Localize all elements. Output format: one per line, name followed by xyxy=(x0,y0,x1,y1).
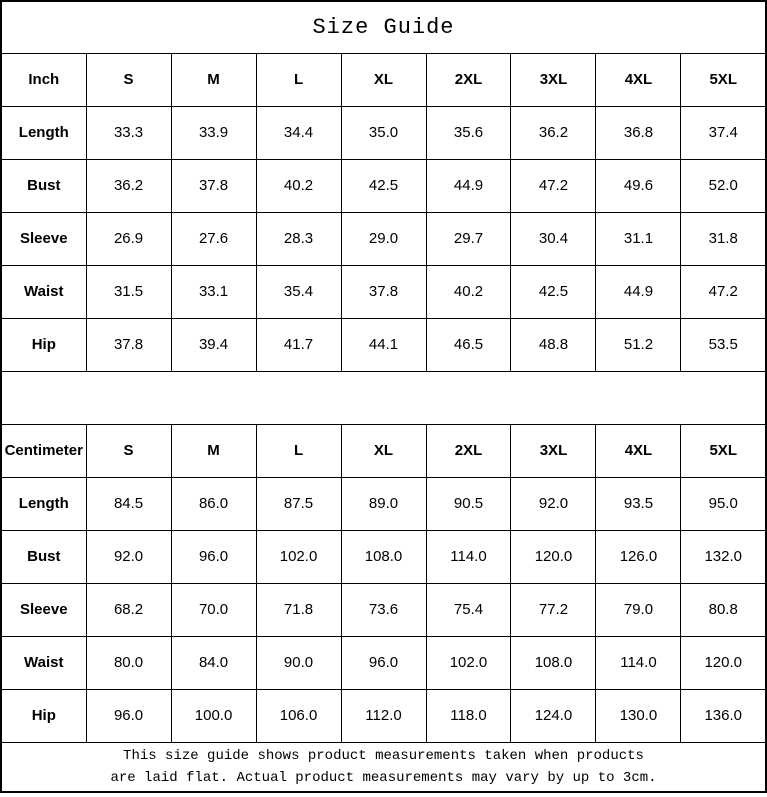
measurement-value-cell: 80.0 xyxy=(86,636,171,689)
measurement-value-cell: 53.5 xyxy=(681,318,766,371)
measurement-value-cell: 90.5 xyxy=(426,477,511,530)
measurement-value-cell: 118.0 xyxy=(426,689,511,742)
measurement-value-cell: 52.0 xyxy=(681,159,766,212)
page-title: Size Guide xyxy=(1,1,766,53)
measurement-label-cell: Waist xyxy=(1,636,86,689)
unit-label-cell: Centimeter xyxy=(1,424,86,477)
inch-section xyxy=(1,53,766,371)
measurement-value-cell: 31.1 xyxy=(596,212,681,265)
measurement-value-cell: 46.5 xyxy=(426,318,511,371)
footer-note xyxy=(1,742,766,792)
measurement-value-cell: 42.5 xyxy=(511,265,596,318)
measurement-value-cell: 95.0 xyxy=(681,477,766,530)
measurement-value-cell: 26.9 xyxy=(86,212,171,265)
spacer-section xyxy=(1,371,766,424)
size-header-cell: S xyxy=(86,53,171,106)
measurement-value-cell: 37.8 xyxy=(171,159,256,212)
measurement-value-cell: 120.0 xyxy=(511,530,596,583)
measurement-row xyxy=(1,530,766,583)
measurement-value-cell: 70.0 xyxy=(171,583,256,636)
measurement-value-cell: 29.7 xyxy=(426,212,511,265)
measurement-value-cell: 42.5 xyxy=(341,159,426,212)
measurement-value-cell: 71.8 xyxy=(256,583,341,636)
measurement-value-cell: 51.2 xyxy=(596,318,681,371)
measurement-label-cell: Bust xyxy=(1,159,86,212)
size-header-cell: XL xyxy=(341,53,426,106)
title-section xyxy=(1,1,766,53)
measurement-label-cell: Hip xyxy=(1,318,86,371)
measurement-value-cell: 84.5 xyxy=(86,477,171,530)
measurement-value-cell: 102.0 xyxy=(426,636,511,689)
measurement-value-cell: 44.1 xyxy=(341,318,426,371)
measurement-value-cell: 86.0 xyxy=(171,477,256,530)
measurement-row xyxy=(1,477,766,530)
measurement-value-cell: 96.0 xyxy=(86,689,171,742)
measurement-label-cell: Sleeve xyxy=(1,583,86,636)
measurement-value-cell: 89.0 xyxy=(341,477,426,530)
measurement-value-cell: 36.8 xyxy=(596,106,681,159)
measurement-value-cell: 44.9 xyxy=(426,159,511,212)
title-row xyxy=(1,1,766,53)
measurement-value-cell: 48.8 xyxy=(511,318,596,371)
measurement-value-cell: 39.4 xyxy=(171,318,256,371)
measurement-value-cell: 96.0 xyxy=(171,530,256,583)
centimeter-section xyxy=(1,424,766,742)
measurement-value-cell: 37.8 xyxy=(86,318,171,371)
measurement-value-cell: 132.0 xyxy=(681,530,766,583)
measurement-value-cell: 27.6 xyxy=(171,212,256,265)
measurement-value-cell: 73.6 xyxy=(341,583,426,636)
measurement-value-cell: 35.6 xyxy=(426,106,511,159)
measurement-value-cell: 87.5 xyxy=(256,477,341,530)
size-header-cell: M xyxy=(171,53,256,106)
measurement-label-cell: Length xyxy=(1,477,86,530)
measurement-value-cell: 33.3 xyxy=(86,106,171,159)
size-header-cell: L xyxy=(256,53,341,106)
measurement-value-cell: 80.8 xyxy=(681,583,766,636)
measurement-value-cell: 92.0 xyxy=(511,477,596,530)
measurement-value-cell: 92.0 xyxy=(86,530,171,583)
measurement-value-cell: 44.9 xyxy=(596,265,681,318)
size-header-cell: S xyxy=(86,424,171,477)
measurement-value-cell: 30.4 xyxy=(511,212,596,265)
size-header-row xyxy=(1,53,766,106)
footer-note-line-2: are laid flat. Actual product measurements may vary by up to 3cm. xyxy=(110,769,657,786)
measurement-value-cell: 36.2 xyxy=(86,159,171,212)
measurement-value-cell: 47.2 xyxy=(511,159,596,212)
measurement-row xyxy=(1,318,766,371)
size-header-cell: M xyxy=(171,424,256,477)
measurement-value-cell: 68.2 xyxy=(86,583,171,636)
measurement-value-cell: 33.9 xyxy=(171,106,256,159)
footer-note-line-1: This size guide shows product measurements taken when products xyxy=(123,747,644,764)
measurement-value-cell: 40.2 xyxy=(426,265,511,318)
measurement-label-cell: Bust xyxy=(1,530,86,583)
measurement-row xyxy=(1,689,766,742)
size-header-cell: XL xyxy=(341,424,426,477)
measurement-value-cell: 112.0 xyxy=(341,689,426,742)
measurement-value-cell: 102.0 xyxy=(256,530,341,583)
measurement-value-cell: 108.0 xyxy=(511,636,596,689)
measurement-value-cell: 100.0 xyxy=(171,689,256,742)
size-header-cell: 5XL xyxy=(681,424,766,477)
measurement-value-cell: 29.0 xyxy=(341,212,426,265)
measurement-value-cell: 108.0 xyxy=(341,530,426,583)
measurement-value-cell: 37.4 xyxy=(681,106,766,159)
size-header-cell: 4XL xyxy=(596,53,681,106)
measurement-value-cell: 37.8 xyxy=(341,265,426,318)
measurement-label-cell: Length xyxy=(1,106,86,159)
measurement-value-cell: 114.0 xyxy=(596,636,681,689)
measurement-value-cell: 36.2 xyxy=(511,106,596,159)
measurement-row xyxy=(1,159,766,212)
size-header-cell: 2XL xyxy=(426,53,511,106)
measurement-row xyxy=(1,265,766,318)
size-header-cell: 3XL xyxy=(511,53,596,106)
measurement-value-cell: 35.0 xyxy=(341,106,426,159)
measurement-value-cell: 33.1 xyxy=(171,265,256,318)
measurement-row xyxy=(1,636,766,689)
measurement-value-cell: 136.0 xyxy=(681,689,766,742)
measurement-value-cell: 47.2 xyxy=(681,265,766,318)
measurement-value-cell: 75.4 xyxy=(426,583,511,636)
measurement-row xyxy=(1,106,766,159)
measurement-label-cell: Waist xyxy=(1,265,86,318)
measurement-value-cell: 96.0 xyxy=(341,636,426,689)
measurement-value-cell: 124.0 xyxy=(511,689,596,742)
spacer-row xyxy=(1,371,766,424)
measurement-value-cell: 31.5 xyxy=(86,265,171,318)
spacer-cell xyxy=(1,371,766,424)
measurement-value-cell: 130.0 xyxy=(596,689,681,742)
measurement-value-cell: 93.5 xyxy=(596,477,681,530)
measurement-value-cell: 126.0 xyxy=(596,530,681,583)
size-header-cell: 3XL xyxy=(511,424,596,477)
measurement-value-cell: 106.0 xyxy=(256,689,341,742)
measurement-value-cell: 35.4 xyxy=(256,265,341,318)
footer-row xyxy=(1,742,766,792)
measurement-value-cell: 77.2 xyxy=(511,583,596,636)
measurement-value-cell: 49.6 xyxy=(596,159,681,212)
measurement-value-cell: 34.4 xyxy=(256,106,341,159)
unit-label-cell: Inch xyxy=(1,53,86,106)
measurement-value-cell: 79.0 xyxy=(596,583,681,636)
measurement-value-cell: 90.0 xyxy=(256,636,341,689)
measurement-value-cell: 40.2 xyxy=(256,159,341,212)
size-header-cell: L xyxy=(256,424,341,477)
measurement-value-cell: 31.8 xyxy=(681,212,766,265)
measurement-row xyxy=(1,212,766,265)
measurement-value-cell: 120.0 xyxy=(681,636,766,689)
measurement-label-cell: Hip xyxy=(1,689,86,742)
size-header-cell: 4XL xyxy=(596,424,681,477)
measurement-value-cell: 41.7 xyxy=(256,318,341,371)
footer-section xyxy=(1,742,766,792)
size-header-row xyxy=(1,424,766,477)
measurement-value-cell: 28.3 xyxy=(256,212,341,265)
measurement-value-cell: 84.0 xyxy=(171,636,256,689)
size-header-cell: 2XL xyxy=(426,424,511,477)
measurement-value-cell: 114.0 xyxy=(426,530,511,583)
measurement-label-cell: Sleeve xyxy=(1,212,86,265)
size-header-cell: 5XL xyxy=(681,53,766,106)
measurement-row xyxy=(1,583,766,636)
